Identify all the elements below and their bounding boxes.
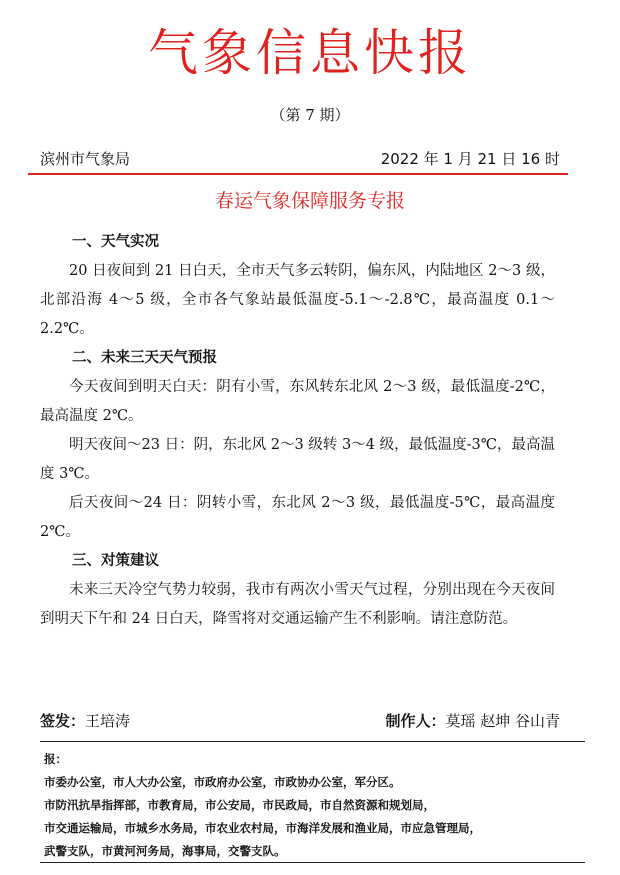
forecast-day1: 今天夜间到明天白天：阴有小雪，东风转东北风 2～3 级，最低温度-2℃，最高温度 2℃。 bbox=[40, 379, 555, 424]
distribution-bottom-rule bbox=[40, 862, 585, 863]
forecast-day3: 后天夜间～24 日：阴转小雪，东北风 2～3 级，最低温度-5℃，最高温度 2℃。 bbox=[40, 495, 555, 540]
masthead-title: 气象信息快报 bbox=[148, 24, 472, 82]
advice-paragraph: 未来三天冷空气势力较弱，我市有两次小雪天气过程，分别出现在今天夜间到明天下午和 24 日白天，降雪将对交通运输产生不利影响。请注意防范。 bbox=[40, 582, 555, 627]
report-body bbox=[40, 228, 555, 634]
distribution-label: 报： bbox=[44, 752, 67, 766]
signature-row bbox=[40, 710, 560, 734]
report-title: 春运气象保障服务专报 bbox=[214, 190, 405, 212]
author-signature bbox=[385, 710, 560, 731]
section-heading-observation: 一、天气实况 bbox=[72, 234, 159, 250]
distribution-line: 市防汛抗旱指挥部，市教育局，市公安局，市民政局，市自然资源和规划局， bbox=[44, 798, 435, 812]
issue-number: （第 7 期） bbox=[270, 106, 350, 124]
distribution-line: 市委办公室，市人大办公室，市政府办公室，市政协办公室，军分区。 bbox=[44, 775, 401, 789]
section-heading-advice: 三、对策建议 bbox=[72, 553, 159, 569]
distribution-line: 武警支队，市黄河河务局，海事局，交警支队。 bbox=[44, 844, 286, 858]
author-label: 制作人： bbox=[385, 712, 446, 730]
issuer-signature bbox=[40, 710, 130, 731]
distribution-top-rule bbox=[40, 741, 585, 742]
header-row bbox=[40, 148, 560, 170]
section-heading-forecast: 二、未来三天天气预报 bbox=[72, 350, 217, 366]
observation-paragraph: 20 日夜间到 21 日白天，全市天气多云转阴，偏东风，内陆地区 2～3 级，北部沿海 4～5 级，全市各气象站最低温度-5.1～-2.8℃，最高温度 0.1～2.2℃。 bbox=[40, 263, 555, 337]
issued-label: 签发： bbox=[40, 712, 86, 730]
distribution-line: 市交通运输局，市城乡水务局，市农业农村局，市海洋发展和渔业局，市应急管理局， bbox=[44, 821, 481, 835]
author-names: 莫瑶 赵坤 谷山青 bbox=[445, 712, 560, 730]
issuer: 滨州市气象局 bbox=[40, 150, 131, 168]
issued-name: 王培涛 bbox=[85, 712, 131, 730]
distribution-list bbox=[44, 748, 589, 863]
red-divider bbox=[28, 173, 568, 175]
issue-datetime: 2022 年 1 月 21 日 16 时 bbox=[380, 150, 560, 168]
forecast-day2: 明天夜间～23 日：阴，东北风 2～3 级转 3～4 级，最低温度-3℃，最高温度 3℃。 bbox=[40, 437, 555, 482]
